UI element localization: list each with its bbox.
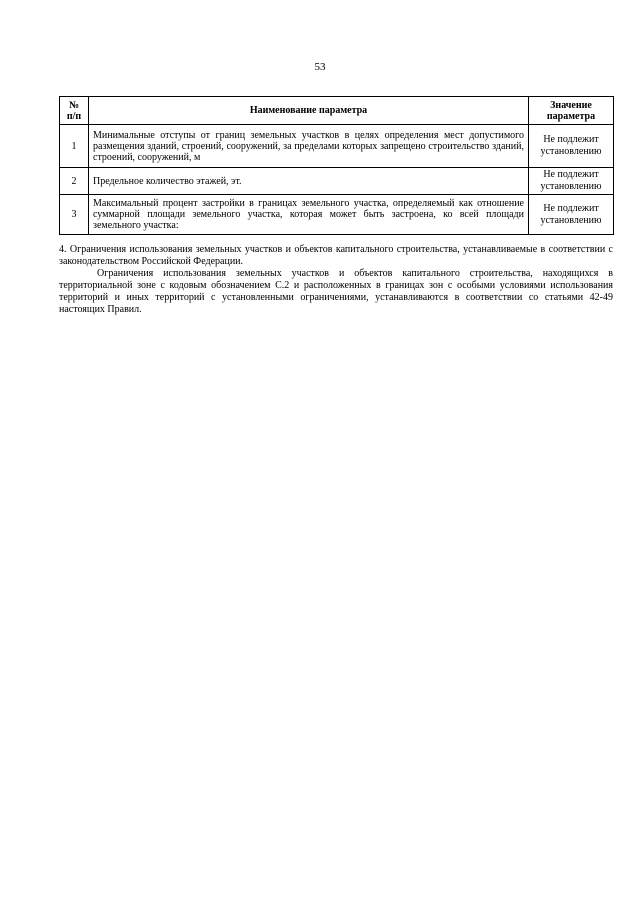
row-parameter-value: Не подлежит установлению (529, 195, 614, 235)
header-value: Значение параметра (529, 97, 614, 125)
section-heading-paragraph: 4. Ограничения использования земельных участков и объектов капитального строительства, устанавливаемые в соответствии с законодательством Российской Федерации. (59, 244, 613, 267)
row-number: 3 (60, 195, 89, 235)
restrictions-paragraph: Ограничения использования земельных участков и объектов капитального строительства, находящихся в территориальной зоне с кодовым обозначением С.2 и расположенных в границах зон с особыми условиями использования территорий и иных территорий с установленными ограничениями, устанавливаются в соответствии со статьями 42-49 настоящих Правил. (59, 268, 613, 315)
row-parameter-name: Предельное количество этажей, эт. (89, 168, 529, 195)
header-name: Наименование параметра (89, 97, 529, 125)
page-number: 53 (314, 61, 326, 73)
body-text (59, 244, 613, 316)
row-parameter-name: Максимальный процент застройки в границах земельного участка, определяемый как отношение суммарной площади земельного участка, которая может быть застроена, ко всей площади земельного участка: (89, 195, 529, 235)
table-header-row (60, 97, 614, 125)
row-number: 1 (60, 125, 89, 168)
row-parameter-value: Не подлежит установлению (529, 168, 614, 195)
table-row (60, 125, 614, 168)
row-parameter-name: Минимальные отступы от границ земельных участков в целях определения мест допустимого размещения зданий, строений, сооружений, за пределами которых запрещено строительство зданий, строений, сооружений, м (89, 125, 529, 168)
table-row (60, 168, 614, 195)
row-parameter-value: Не подлежит установлению (529, 125, 614, 168)
row-number: 2 (60, 168, 89, 195)
header-number: № п/п (60, 97, 89, 125)
table-row (60, 195, 614, 235)
parameters-table (59, 96, 614, 235)
